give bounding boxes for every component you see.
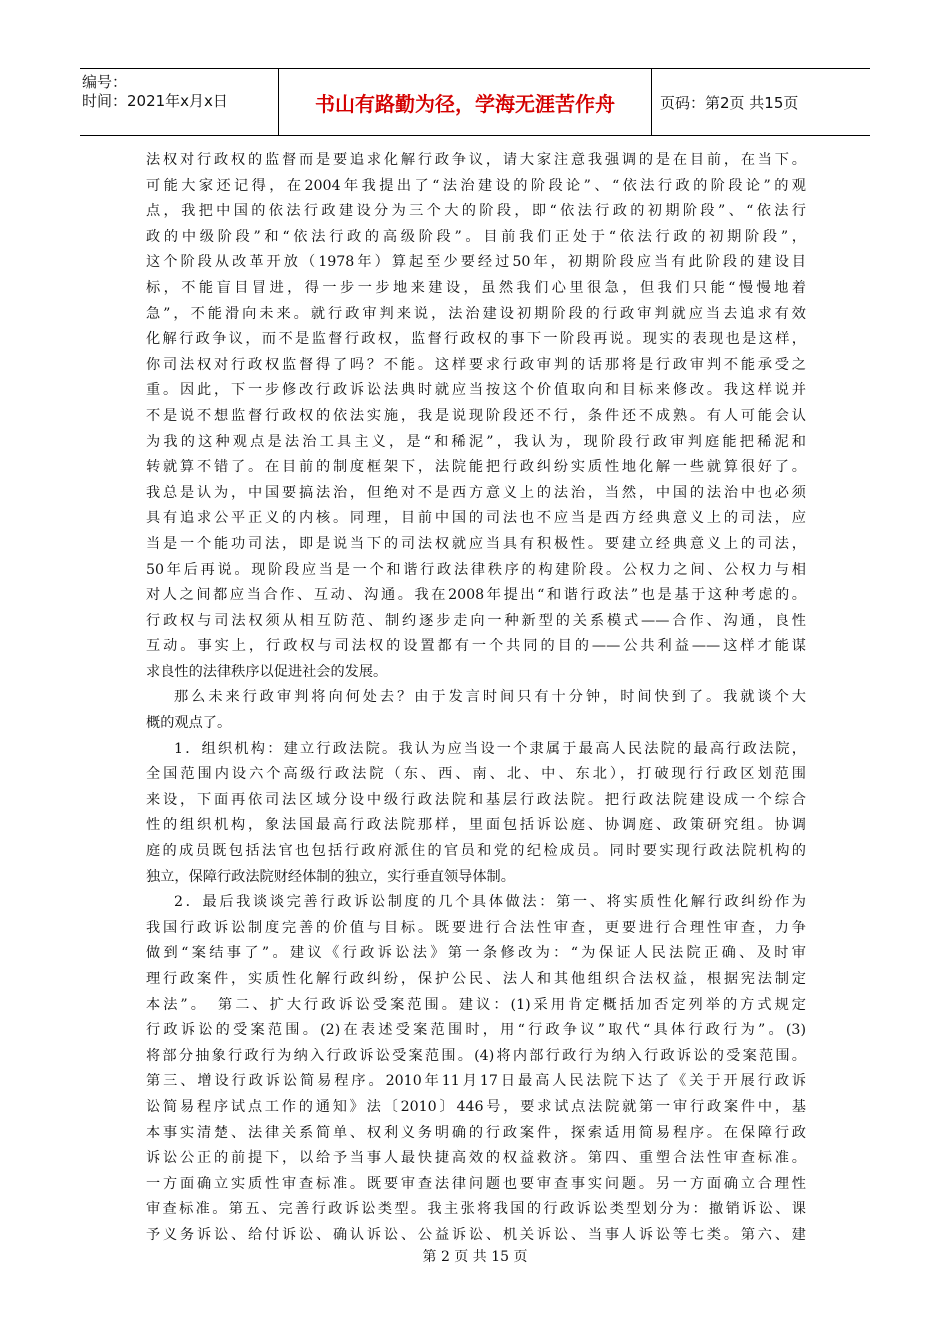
header-page-info: 页码：第2页 共15页 [660, 93, 799, 112]
body-line: 急”，不能滑向未来。就行政审判来说，法治建设初期阶段的行政审判就应当去追求有效 [146, 305, 806, 322]
body-line: 为我的这种观点是法治工具主义，是“和稀泥”，我认为，现阶段行政审判庭能把稀泥和 [146, 433, 806, 450]
body-line: 可能大家还记得，在2004年我提出了“法治建设的阶段论”、“依法行政的阶段论”的观 [146, 177, 806, 194]
body-line: 一方面确立实质性审查标准。既要审查法律问题也要审查事实问题。另一方面确立合理性 [146, 1175, 806, 1192]
body-line: 这个阶段从改革开放（1978年）算起至少要经过50年，初期阶段应当有此阶段的建设目 [146, 254, 806, 271]
body-line: 将部分抽象行政行为纳入行政诉讼受案范围。(4)将内部行政行为纳入行政诉讼的受案范围。 [146, 1047, 806, 1064]
body-line: 对人之间都应当合作、互动、沟通。我在2008年提出“和谐行政法”也是基于这种考虑的。 [146, 587, 806, 604]
body-line: 当是一个能功司法，即是说当下的司法权就应当具有积极性。要建立经典意义上的司法， [146, 535, 806, 552]
body-line: 政的中级阶段”和“依法行政的高级阶段”。目前我们正处于“依法行政的初期阶段”， [146, 228, 806, 245]
body-line: 本事实清楚、法律关系简单、权利义务明确的行政案件，探索适用简易程序。在保障行政 [146, 1124, 806, 1141]
body-line: 重。因此，下一步修改行政诉讼法典时就应当按这个价值取向和目标来修改。我这样说并 [146, 382, 806, 399]
body-line: 概的观点了。 [146, 715, 232, 732]
body-line: 求良性的法律秩序以促进社会的发展。 [146, 663, 388, 680]
body-line: 诉讼公正的前提下，以给予当事人最快捷高效的权益救济。第四、重塑合法性审查标准。 [146, 1150, 806, 1167]
body-text [146, 148, 806, 1249]
body-line: 独立，保障行政法院财经体制的独立，实行垂直领导体制。 [146, 868, 515, 885]
body-line: 法权对行政权的监督而是要追求化解行政争议，请大家注意我强调的是在目前，在当下。 [146, 152, 806, 168]
body-line: 标，不能盲目冒进，得一步一步地来建设，虽然我们心里很急，但我们只能“慢慢地着 [146, 279, 806, 296]
body-line: 化解行政争议，而不是监督行政权，监督行政权的事下一阶段再说。现实的表现也是这样， [146, 331, 806, 348]
body-line: 我国行政诉讼制度完善的价值与目标。既要进行合法性审查，更要进行合理性审查，力争 [146, 919, 806, 936]
body-line: 审查标准。第五、完善行政诉讼类型。我主张将我国的行政诉讼类型划分为：撤销诉讼、课 [146, 1201, 806, 1218]
page-header [80, 68, 870, 136]
body-line: 2．最后我谈谈完善行政诉讼制度的几个具体做法：第一、将实质性化解行政纠纷作为 [174, 894, 806, 911]
body-line: 不是说不想监督行政权的依法实施，我是说现阶段还不行，条件还不成熟。有人可能会认 [146, 407, 806, 424]
body-line: 那么未来行政审判将向何处去？由于发言时间只有十分钟，时间快到了。我就谈个大 [174, 689, 806, 706]
body-line: 行政诉讼的受案范围。(2)在表述受案范围时，用“行政争议”取代“具体行政行为”。(3) [146, 1022, 806, 1039]
body-line: 本法”。 第二、扩大行政诉讼受案范围。建议：(1)采用肯定概括加否定列举的方式规定 [146, 996, 806, 1013]
body-line: 第三、增设行政诉讼简易程序。2010年11月17日最高人民法院下达了《关于开展行政诉 [146, 1073, 806, 1090]
body-line: 来设，下面再依司法区域分设中级行政法院和基层行政法院。把行政法院建设成一个综合 [146, 791, 806, 808]
body-line: 予义务诉讼、给付诉讼、确认诉讼、公益诉讼、机关诉讼、当事人诉讼等七类。第六、建 [146, 1226, 806, 1243]
body-line: 性的组织机构，象法国最高行政法院那样，里面包括诉讼庭、协调庭、政策研究组。协调 [146, 817, 806, 834]
body-line: 点，我把中国的依法行政建设分为三个大的阶段，即“依法行政的初期阶段”、“依法行 [146, 203, 806, 220]
body-line: 全国范围内设六个高级行政法院（东、西、南、北、中、东北），打破现行行政区划范围 [146, 766, 806, 783]
body-line: 理行政案件，实质性化解行政纠纷，保护公民、法人和其他组织合法权益，根据宪法制定 [146, 971, 806, 987]
body-line: 转就算不错了。在目前的制度框架下，法院能把行政纠纷实质性地化解一些就算很好了。 [146, 459, 806, 476]
body-line: 做到“案结事了”。建议《行政诉讼法》第一条修改为：“为保证人民法院正确、及时审 [146, 945, 806, 962]
body-line: 庭的成员既包括法官也包括行政府派住的官员和党的纪检成员。同时要实现行政法院机构的 [146, 843, 806, 860]
page-footer: 第 2 页 共 15 页 [422, 1249, 528, 1265]
doc-number-label: 编号： [82, 73, 128, 91]
doc-time-label: 时间：2021年x月x日 [82, 92, 228, 110]
body-line: 讼简易程序试点工作的通知》法〔2010〕446号，要求试点法院就第一审行政案件中，基 [146, 1098, 806, 1115]
body-line: 具有追求公平正义的内核。同理，目前中国的司法也不应当是西方经典意义上的司法，应 [146, 510, 806, 527]
header-meta [80, 69, 279, 135]
body-line: 互动。事实上，行政权与司法权的设置都有一个共同的目的——公共利益——这样才能谋 [146, 638, 806, 655]
body-line: 行政权与司法权须从相互防范、制约逐步走向一种新型的关系模式——合作、沟通，良性 [146, 612, 806, 629]
body-line: 1．组织机构：建立行政法院。我认为应当设一个隶属于最高人民法院的最高行政法院， [174, 740, 806, 757]
body-line: 你司法权对行政权监督得了吗？不能。这样要求行政审判的话那将是行政审判不能承受之 [146, 356, 806, 373]
body-line: 我总是认为，中国要搞法治，但绝对不是西方意义上的法治，当然，中国的法治中也必须 [146, 484, 806, 501]
header-motto: 书山有路勤为径，学海无涯苦作舟 [279, 69, 652, 135]
body-line: 50年后再说。现阶段应当是一个和谐行政法律秩序的构建阶段。公权力之间、公权力与相 [146, 561, 806, 578]
